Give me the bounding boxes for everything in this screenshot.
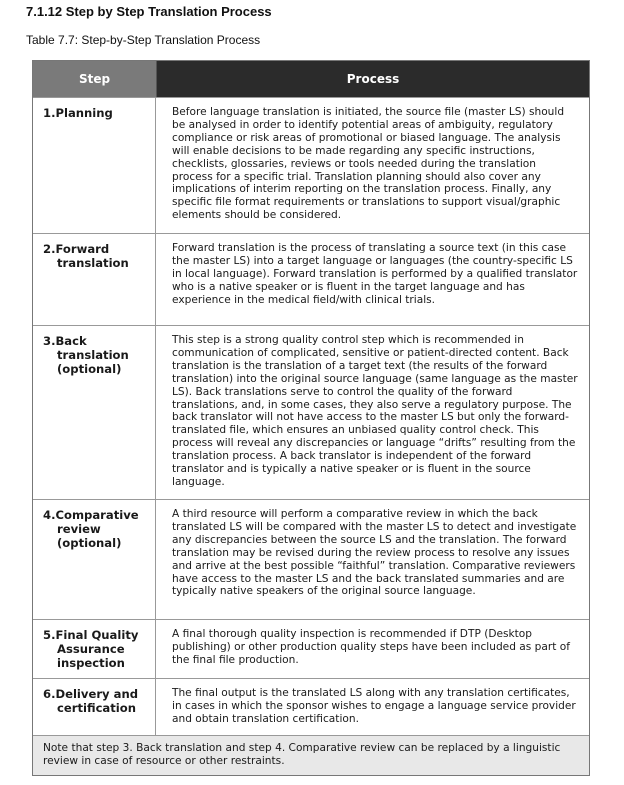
step-cell: [33, 620, 156, 678]
table-note: Note that step 3. Back translation and step 4. Comparative review can be replaced by a linguistic review in case of resource or other restraints.: [33, 735, 589, 775]
table-row: [33, 619, 589, 678]
translation-process-table: [32, 60, 590, 776]
process-cell: The final output is the translated LS along with any translation certificates, in cases in which the sponsor wishes to engage a language service provider and obtain translation certification.: [172, 687, 576, 725]
step-label-line: (optional): [57, 536, 122, 550]
section-heading: 7.1.12 Step by Step Translation Process: [26, 4, 272, 19]
step-label-line: 2.Forward: [43, 242, 110, 256]
step-cell: [33, 98, 156, 233]
step-cell: [33, 234, 156, 325]
table-row: [33, 97, 589, 233]
step-label-line: (optional): [57, 362, 122, 376]
header-step: Step: [33, 61, 157, 97]
step-label-line: translation: [57, 348, 129, 362]
step-cell: [33, 679, 156, 735]
step-label-line: 4.Comparative: [43, 508, 139, 522]
step-label-line: certification: [57, 701, 136, 715]
step-label-line: 3.Back: [43, 334, 87, 348]
step-label-line: 1.Planning: [43, 106, 113, 120]
table-row: [33, 325, 589, 499]
step-cell: [33, 500, 156, 619]
header-process: Process: [157, 61, 589, 97]
process-cell: Forward translation is the process of translating a source text (in this case the master LS) into a target language or languages (the country-specific LS in local language). Forward translation is performed by a qualified translator who is a native speaker or is fluent in the target language and has experience in the medical field/with clinical trials.: [172, 242, 578, 306]
step-label-line: 5.Final Quality: [43, 628, 139, 642]
table-row: [33, 499, 589, 619]
process-cell: A final thorough quality inspection is recommended if DTP (Desktop publishing) or other production quality steps have been included as part of the final file production.: [172, 628, 570, 666]
table-header-row: [33, 61, 589, 97]
table-row: [33, 678, 589, 735]
step-label-line: 6.Delivery and: [43, 687, 139, 701]
step-label-line: Assurance: [57, 642, 125, 656]
step-label-line: translation: [57, 256, 129, 270]
step-cell: [33, 326, 156, 499]
process-cell: A third resource will perform a comparative review in which the back translated LS will be compared with the master LS to detect and investigate any discrepancies between the source LS and the translation. The forward translation may be revised during the review process to resolve any issues and arrive at the best possible “faithful” translation. Comparative reviewers have access to the master LS and the back translated summaries and are typically native speakers of the original source language.: [172, 508, 577, 598]
step-label-line: inspection: [57, 656, 125, 670]
step-label-line: review: [57, 522, 101, 536]
table-row: [33, 233, 589, 325]
process-cell: This step is a strong quality control step which is recommended in communication of complicated, sensitive or patient-directed content. Back translation is the translation of a target text (the results of the forward translation) into the original source language (same language as the master LS). Back translations serve to control the quality of the forward translations, and, in some cases, they also serve a regulatory purpose. The back translator will not have access to the master LS but only the forward-translated file, which ensures an unbiased quality control check. This process will reveal any discrepancies or language “drifts” resulting from the translation process. A back translator is independent of the forward translator and is typically a native speaker or is fluent in the source language.: [172, 334, 578, 488]
table-caption: Table 7.7: Step-by-Step Translation Process: [26, 33, 261, 47]
process-cell: Before language translation is initiated, the source file (master LS) should be analysed in order to identify potential areas of ambiguity, regulatory compliance or risk areas of promotional or biased language. The analysis will enable decisions to be made regarding any specific instructions, checklists, glossaries, reviews or tools needed during the translation process for a specific trial. Translation planning should also cover any implications of interim reporting on the translation process. Finally, any specific file format requirements or translations to support visual/graphic elements should be considered.: [172, 106, 565, 222]
